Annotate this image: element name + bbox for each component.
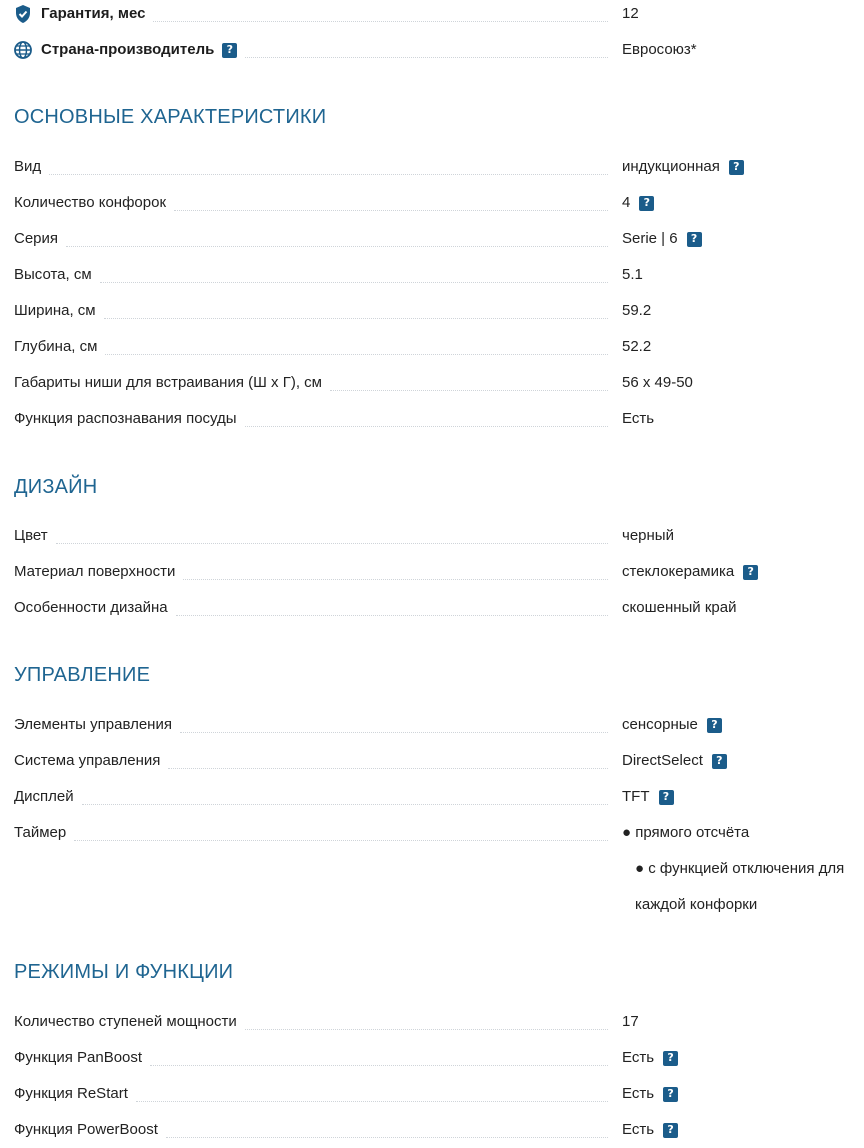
spec-row	[14, 713, 864, 737]
help-icon[interactable]: ?	[743, 565, 758, 580]
spec-value: 4	[622, 194, 631, 211]
help-icon[interactable]: ?	[639, 196, 654, 211]
dotted-leader	[66, 246, 608, 247]
dotted-leader	[183, 579, 608, 580]
spec-value: Евросоюз*	[622, 41, 697, 58]
spec-row	[14, 1010, 864, 1034]
spec-row	[14, 1046, 864, 1070]
spec-name: Серия	[14, 230, 59, 247]
spec-row	[14, 596, 864, 620]
spec-name: Количество ступеней мощности	[14, 1013, 237, 1030]
spec-value: скошенный край	[622, 599, 737, 616]
dotted-leader	[176, 615, 608, 616]
spec-name: Количество конфорок	[14, 194, 167, 211]
spec-value: ● прямого отсчёта	[622, 824, 750, 841]
spec-row	[14, 335, 864, 359]
section-title-main: ОСНОВНЫЕ ХАРАКТЕРИСТИКИ	[14, 106, 327, 128]
spec-name: Глубина, см	[14, 338, 98, 355]
spec-value: сенсорные	[622, 716, 698, 733]
spec-name: Вид	[14, 158, 42, 175]
spec-row	[14, 785, 864, 809]
spec-value: Serie | 6	[622, 230, 678, 247]
dotted-leader	[180, 732, 608, 733]
spec-value: стеклокерамика	[622, 563, 735, 580]
globe-icon	[14, 41, 32, 59]
dotted-leader	[56, 543, 608, 544]
help-icon[interactable]: ?	[222, 43, 237, 58]
spec-value: Есть	[622, 1049, 655, 1066]
dotted-leader	[105, 354, 608, 355]
spec-name: Функция ReStart	[14, 1085, 128, 1102]
spec-name: Материал поверхности	[14, 563, 176, 580]
spec-row	[14, 155, 864, 179]
dotted-leader	[245, 57, 608, 58]
timer-value-line: ● с функцией отключения для	[635, 860, 845, 877]
spec-value: Есть	[622, 1085, 655, 1102]
dotted-leader	[150, 1065, 608, 1066]
spec-row	[14, 299, 864, 323]
dotted-leader	[174, 210, 608, 211]
spec-row	[14, 407, 864, 431]
shield-check-icon	[14, 5, 32, 23]
dotted-leader	[100, 282, 608, 283]
dotted-leader	[153, 21, 608, 22]
spec-name: Элементы управления	[14, 716, 172, 733]
dotted-leader	[166, 1137, 608, 1138]
spec-name: Цвет	[14, 527, 48, 544]
help-icon[interactable]: ?	[687, 232, 702, 247]
section-title-design: ДИЗАЙН	[14, 476, 98, 498]
spec-name: Габариты ниши для встраивания (Ш x Г), см	[14, 374, 322, 391]
timer-value-line: каждой конфорки	[635, 896, 758, 913]
help-icon[interactable]: ?	[663, 1087, 678, 1102]
section-title-control: УПРАВЛЕНИЕ	[14, 664, 151, 686]
spec-name: Функция распознавания посуды	[14, 410, 237, 427]
dotted-leader	[245, 1029, 608, 1030]
spec-value: 17	[622, 1013, 639, 1030]
spec-name: Дисплей	[14, 788, 74, 805]
spec-row	[14, 524, 864, 548]
spec-row-warranty	[14, 2, 864, 26]
help-icon[interactable]: ?	[659, 790, 674, 805]
spec-row	[14, 1118, 864, 1142]
dotted-leader	[104, 318, 608, 319]
spec-row	[14, 191, 864, 215]
spec-name: Система управления	[14, 752, 161, 769]
spec-name: Функция PowerBoost	[14, 1121, 158, 1138]
spec-value: TFT	[622, 788, 650, 805]
spec-value: 59.2	[622, 302, 652, 319]
help-icon[interactable]: ?	[663, 1123, 678, 1138]
spec-row	[14, 263, 864, 287]
dotted-leader	[330, 390, 608, 391]
dotted-leader	[168, 768, 608, 769]
spec-row	[14, 1082, 864, 1106]
spec-value: черный	[622, 527, 674, 544]
spec-value: 56 x 49-50	[622, 374, 693, 391]
spec-row-country	[14, 38, 864, 62]
spec-value: Есть	[622, 410, 655, 427]
spec-row-timer	[14, 821, 864, 845]
spec-value: 12	[622, 5, 639, 22]
dotted-leader	[136, 1101, 608, 1102]
spec-name: Страна-производитель	[41, 41, 215, 58]
help-icon[interactable]: ?	[707, 718, 722, 733]
spec-name: Таймер	[14, 824, 67, 841]
spec-name: Особенности дизайна	[14, 599, 168, 616]
spec-value: 52.2	[622, 338, 652, 355]
spec-name: Функция PanBoost	[14, 1049, 143, 1066]
help-icon[interactable]: ?	[712, 754, 727, 769]
section-title-modes: РЕЖИМЫ И ФУНКЦИИ	[14, 961, 234, 983]
help-icon[interactable]: ?	[663, 1051, 678, 1066]
dotted-leader	[74, 840, 608, 841]
help-icon[interactable]: ?	[729, 160, 744, 175]
spec-row	[14, 371, 864, 395]
dotted-leader	[245, 426, 608, 427]
spec-name: Высота, см	[14, 266, 92, 283]
spec-value: индукционная	[622, 158, 720, 175]
spec-value: DirectSelect	[622, 752, 703, 769]
spec-name: Ширина, см	[14, 302, 96, 319]
dotted-leader	[82, 804, 608, 805]
spec-row	[14, 560, 864, 584]
spec-value: 5.1	[622, 266, 643, 283]
spec-row	[14, 227, 864, 251]
spec-value: Есть	[622, 1121, 655, 1138]
dotted-leader	[49, 174, 608, 175]
spec-name: Гарантия, мес	[41, 5, 146, 22]
spec-row	[14, 749, 864, 773]
